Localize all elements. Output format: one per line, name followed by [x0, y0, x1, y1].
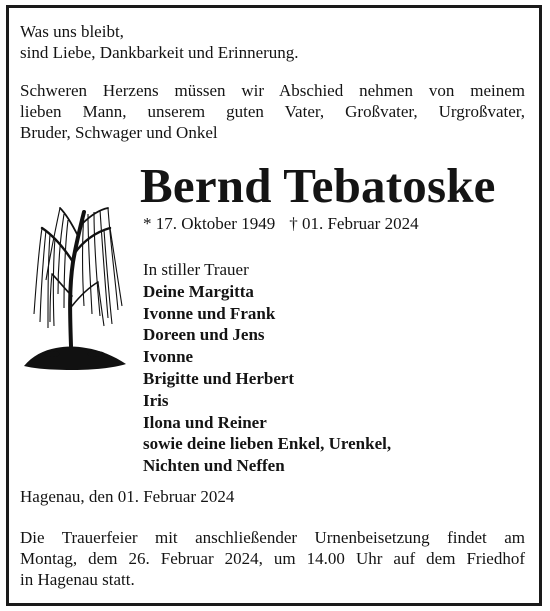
mourner-name: Ivonne — [143, 347, 194, 367]
mourner-name: Deine Margitta — [143, 281, 254, 301]
intro-text — [20, 80, 525, 143]
birth-date: * 17. Oktober 1949 — [143, 214, 276, 233]
intro-line-2: lieben Mann, unserem guten Vater, Großvater, Urgroßvater, — [20, 102, 525, 121]
mourner-name: Nichten und Neffen — [143, 456, 285, 476]
intro-line-1: Schweren Herzens müssen wir Abschied nehmen von meinem — [20, 81, 525, 100]
mourner-name: Iris — [143, 390, 169, 410]
mourners-list — [143, 259, 391, 477]
death-date: † 01. Februar 2024 — [289, 214, 419, 233]
funeral-line-1: Die Trauerfeier mit anschließender Urnenbeisetzung findet am — [20, 528, 525, 547]
mourner-name: Ilona und Reiner — [143, 412, 267, 432]
quote-line-1: Was uns bleibt, — [20, 22, 124, 41]
funeral-line-3: in Hagenau statt. — [20, 570, 135, 589]
life-dates — [143, 213, 419, 234]
mourner-name: Ivonne und Frank — [143, 303, 276, 323]
place-date: Hagenau, den 01. Februar 2024 — [20, 487, 235, 506]
mourner-name: Brigitte und Herbert — [143, 368, 295, 388]
funeral-line-2: Montag, dem 26. Februar 2024, um 14.00 Uhr auf dem Friedhof — [20, 549, 525, 568]
quote-line-2: sind Liebe, Dankbarkeit und Erinnerung. — [20, 43, 299, 62]
weeping-willow-icon — [22, 196, 128, 378]
mourner-name: Doreen und Jens — [143, 325, 265, 345]
intro-line-3: Bruder, Schwager und Onkel — [20, 123, 218, 142]
mourner-name: sowie deine lieben Enkel, Urenkel, — [143, 434, 392, 454]
mourners-heading: In stiller Trauer — [143, 260, 249, 279]
funeral-info — [20, 527, 525, 590]
deceased-name: Bernd Tebatoske — [140, 158, 496, 213]
